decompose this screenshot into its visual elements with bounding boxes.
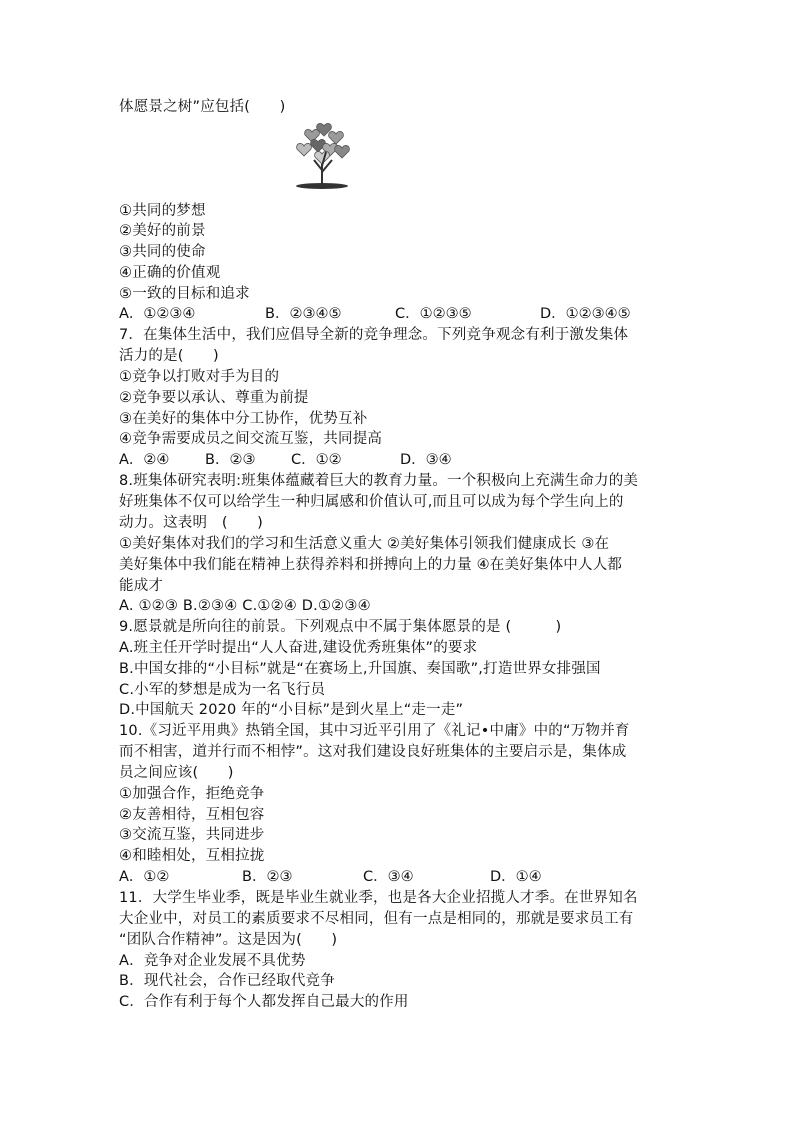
q9-option-c[interactable]: C.小军的梦想是成为一名飞行员 (119, 682, 326, 698)
q10-item-2: ②友善相待，互相包容 (119, 807, 265, 823)
q10-stem-line-2: 而不相害，道并行而不相悖”。这对我们建设良好班集体的主要启示是，集体成 (119, 744, 627, 760)
q6-item-5: ⑤一致的目标和追求 (119, 286, 250, 302)
q10-option-d[interactable]: D．①④ (490, 869, 542, 885)
q11-option-c[interactable]: C．合作有利于每个人都发挥自己最大的作用 (119, 994, 409, 1010)
q6-lead: 体愿景之树”应包括( ) (119, 99, 286, 115)
q8-stem-line-2: 好班集体不仅可以给学生一种归属感和价值认可,而且可以成为每个学生向上的 (119, 494, 624, 510)
q8-stem-line-1: 8.班集体研究表明:班集体蕴藏着巨大的教育力量。一个积极向上充满生命力的美 (119, 473, 639, 489)
q11-stem-line-2: 大企业中，对员工的素质要求不尽相同，但有一点是相同的，那就是要求员工有 (119, 911, 634, 927)
q9-stem: 9.愿景就是所向往的前景。下列观点中不属于集体愿景的是 ( ) (119, 619, 562, 635)
q9-option-a[interactable]: A.班主任开学时提出“人人奋进,建设优秀班集体”的要求 (119, 640, 478, 656)
q6-item-3: ③共同的使命 (119, 244, 206, 260)
q10-item-3: ③交流互鉴，共同进步 (119, 827, 265, 843)
q7-option-c[interactable]: C．①② (291, 452, 342, 468)
q8-stem-line-6: 能成才 (119, 578, 164, 594)
q8-stem-line-3: 动力。这表明 ( ) (119, 515, 264, 531)
q6-item-4: ④正确的价值观 (119, 265, 221, 281)
q8-stem-line-4: ①美好集体对我们的学习和生活意义重大 ②美好集体引领我们健康成长 ③在 (119, 536, 610, 552)
q6-option-b[interactable]: B．②③④⑤ (265, 306, 342, 322)
q11-stem-line-1: 11．大学生毕业季，既是毕业生就业季，也是各大企业招揽人才季。在世界知名 (119, 890, 638, 906)
q11-option-a[interactable]: A．竞争对企业发展不具优势 (119, 953, 306, 969)
q10-option-c[interactable]: C．③④ (363, 869, 414, 885)
q7-item-2: ②竞争要以承认、尊重为前提 (119, 390, 309, 406)
q7-option-a[interactable]: A．②④ (119, 452, 170, 468)
q10-option-b[interactable]: B．②③ (242, 869, 293, 885)
q7-item-4: ④竞争需要成员之间交流互鉴，共同提高 (119, 431, 383, 447)
q10-item-4: ④和睦相处，互相拉拢 (119, 848, 265, 864)
q8-options[interactable]: A. ①②③ B.②③④ C.①②④ D.①②③④ (119, 598, 371, 614)
q6-option-c[interactable]: C．①②③⑤ (395, 306, 472, 322)
q9-option-d[interactable]: D.中国航天 2020 年的“小目标”是到火星上“走一走” (119, 702, 464, 718)
q7-option-d[interactable]: D．③④ (400, 452, 452, 468)
q10-stem-line-3: 员之间应该( ) (119, 765, 234, 781)
q11-option-b[interactable]: B．现代社会，合作已经取代竞争 (119, 973, 335, 989)
q6-option-a[interactable]: A．①②③④ (119, 306, 196, 322)
q7-item-3: ③在美好的集体中分工协作，优势互补 (119, 411, 368, 427)
q7-item-1: ①竞争以打败对手为目的 (119, 369, 280, 385)
q10-option-a[interactable]: A．①② (119, 869, 170, 885)
q8-stem-line-5: 美好集体中我们能在精神上获得养料和拼搏向上的力量 ④在美好集体中人人都 (119, 557, 623, 573)
q10-stem-line-1: 10.《习近平用典》热销全国，其中习近平引用了《礼记•中庸》中的“万物并育 (119, 723, 630, 739)
q7-option-b[interactable]: B．②③ (205, 452, 256, 468)
heart-tree-icon (292, 122, 352, 192)
q10-item-1: ①加强合作，拒绝竞争 (119, 786, 265, 802)
q6-item-2: ②美好的前景 (119, 223, 206, 239)
q7-stem-line-1: 7．在集体生活中，我们应倡导全新的竞争理念。下列竞争观念有利于激发集体 (119, 327, 629, 343)
q11-stem-line-3: “团队合作精神”。这是因为( ) (119, 932, 338, 948)
q6-item-1: ①共同的梦想 (119, 203, 206, 219)
q9-option-b[interactable]: B.中国女排的“小目标”就是“在赛场上,升国旗、奏国歌”,打造世界女排强国 (119, 661, 601, 677)
q6-option-d[interactable]: D．①②③④⑤ (540, 306, 631, 322)
q7-stem-line-2: 活力的是( ) (119, 348, 219, 364)
